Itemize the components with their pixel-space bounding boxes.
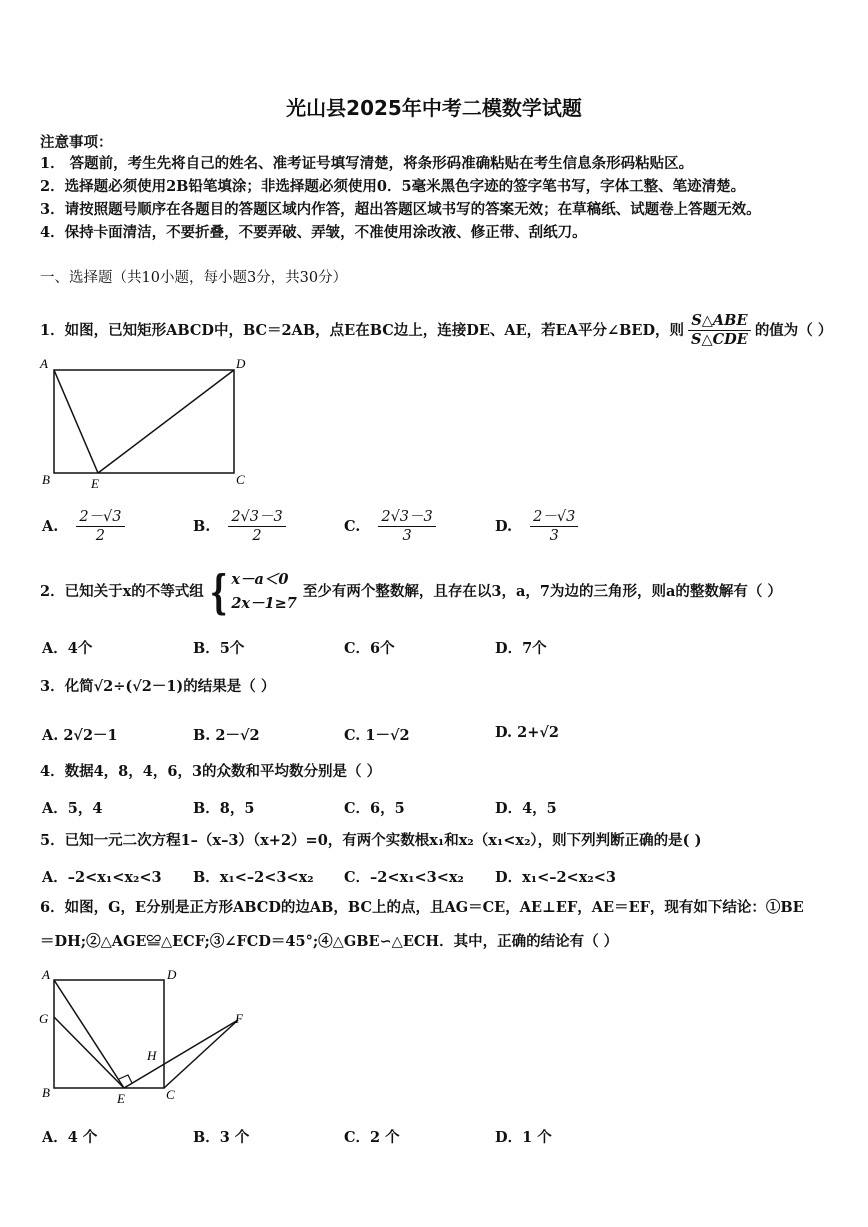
q5-option-a[interactable]: A．–2<x₁<x₂<3 (42, 869, 162, 886)
question-2-text: 2．已知关于x的不等式组 (40, 583, 204, 600)
notice-item: 3．请按照题号顺序在各题目的答题区域内作答，超出答题区域书写的答案无效；在草稿纸、试题卷上答题无效。 (40, 201, 761, 218)
point-label: E (91, 476, 99, 490)
point-label: B (42, 472, 50, 487)
question-1-fraction (688, 312, 751, 349)
q2-option-c[interactable]: C．6个 (344, 640, 395, 657)
fraction-numerator: S△ABE (688, 312, 751, 331)
question-1-text: 1．如图，已知矩形ABCD中，BC＝2AB，点E在BC边上，连接DE、AE，若EA平分∠BED，则 (40, 321, 685, 339)
fraction-numerator: 2－√3 (76, 508, 124, 527)
inequality-1: x－a＜0 (231, 571, 289, 588)
question-2 (40, 565, 782, 619)
option-key: D. (495, 518, 513, 535)
section-heading: 一、选择题（共10小题，每小题3分，共30分） (40, 270, 348, 286)
q4-option-d[interactable]: D．4，5 (495, 800, 557, 817)
option-key: B. (193, 518, 211, 535)
option-key: C. (344, 518, 361, 535)
notice-item: 1． 答题前，考生先将自己的姓名、准考证号填写清楚，将条形码准确粘贴在考生信息条形码粘贴区。 (40, 155, 694, 172)
q4-option-b[interactable]: B．8，5 (193, 800, 255, 817)
q1-option-a[interactable] (42, 508, 129, 545)
q6-option-c[interactable]: C．2 个 (344, 1129, 400, 1146)
question-6-line-1: 6．如图，G，E分别是正方形ABCD的边AB，BC上的点，且AG＝CE，AE⊥EF，AE＝EF，现有如下结论：①BE (40, 899, 804, 916)
point-label: C (166, 1087, 175, 1102)
point-label: D (167, 967, 177, 982)
q6-option-b[interactable]: B．3 个 (193, 1129, 250, 1146)
q3-option-c[interactable]: C. 1－√2 (344, 727, 410, 744)
point-label: E (117, 1091, 125, 1106)
page-title: 光山县2025年中考二模数学试题 (286, 96, 582, 120)
q3-option-b[interactable]: B. 2－√2 (193, 727, 260, 744)
rectangle-figure (36, 352, 256, 490)
option-fraction (530, 508, 578, 545)
point-label: B (42, 1085, 50, 1100)
q2-option-b[interactable]: B．5个 (193, 640, 245, 657)
option-fraction (228, 508, 285, 545)
q1-option-b[interactable] (193, 508, 290, 545)
point-label: G (39, 1011, 49, 1026)
point-label: C (236, 472, 245, 487)
q4-option-c[interactable]: C．6，5 (344, 800, 405, 817)
q1-option-d[interactable] (495, 508, 582, 545)
notice-item: 4．保持卡面清洁，不要折叠，不要弄破、弄皱，不准使用涂改液、修正带、刮纸刀。 (40, 224, 587, 241)
fraction-denominator: S△CDE (691, 331, 748, 348)
point-label: H (147, 1048, 157, 1063)
question-1 (40, 312, 832, 349)
question-4: 4．数据4，8，4，6，3的众数和平均数分别是（ ） (40, 763, 382, 780)
q3-option-d[interactable]: D. 2+√2 (495, 724, 560, 741)
brace-symbol: { (209, 565, 228, 619)
fraction-denominator: 3 (402, 528, 412, 544)
q1-option-c[interactable] (344, 508, 440, 545)
q3-option-a[interactable]: A. 2√2－1 (42, 727, 118, 744)
square-figure (36, 965, 256, 1107)
point-label: A (42, 967, 50, 982)
question-2-tail: 至少有两个整数解，且存在以3，a，7为边的三角形，则a的整数解有（ ） (302, 583, 782, 600)
q4-option-a[interactable]: A．5，4 (42, 800, 103, 817)
fraction-numerator: 2－√3 (530, 508, 578, 527)
notice-item: 2．选择题必须使用2B铅笔填涂；非选择题必须使用0．5毫米黑色字迹的签字笔书写，字体工整、笔迹清楚。 (40, 178, 746, 195)
question-6-line-2: ＝DH;②△AGE≌△ECF;③∠FCD＝45°;④△GBE∽△ECH．其中，正确的结论有（ ） (40, 933, 619, 950)
q2-option-a[interactable]: A．4个 (42, 640, 93, 657)
q6-option-a[interactable]: A．4 个 (42, 1129, 98, 1146)
inequality-2: 2x－1≥7 (231, 595, 297, 612)
q6-option-d[interactable]: D．1 个 (495, 1129, 552, 1146)
point-label: D (236, 356, 246, 371)
q5-option-b[interactable]: B．x₁<–2<3<x₂ (193, 869, 314, 886)
inequality-system (231, 568, 297, 616)
point-label: F (235, 1011, 243, 1026)
fraction-numerator: 2√3－3 (228, 508, 285, 527)
question-5: 5．已知一元二次方程1–（x–3）（x+2）=0，有两个实数根x₁和x₂（x₁<x₂），则下列判断正确的是( ) (40, 832, 702, 849)
point-label: A (40, 356, 48, 371)
question-3: 3．化简√2÷(√2－1)的结果是（ ） (40, 678, 276, 695)
q2-option-d[interactable]: D．7个 (495, 640, 547, 657)
option-fraction (378, 508, 435, 545)
fraction-denominator: 3 (549, 528, 559, 544)
option-key: A. (42, 518, 59, 535)
question-1-tail: 的值为（ ） (754, 321, 833, 339)
notice-heading: 注意事项： (40, 134, 113, 151)
fraction-numerator: 2√3－3 (378, 508, 435, 527)
q5-option-c[interactable]: C．–2<x₁<3<x₂ (344, 869, 464, 886)
fraction-denominator: 2 (252, 528, 262, 544)
fraction-denominator: 2 (95, 528, 106, 544)
q5-option-d[interactable]: D．x₁<–2<x₂<3 (495, 869, 616, 886)
option-fraction (76, 508, 124, 545)
